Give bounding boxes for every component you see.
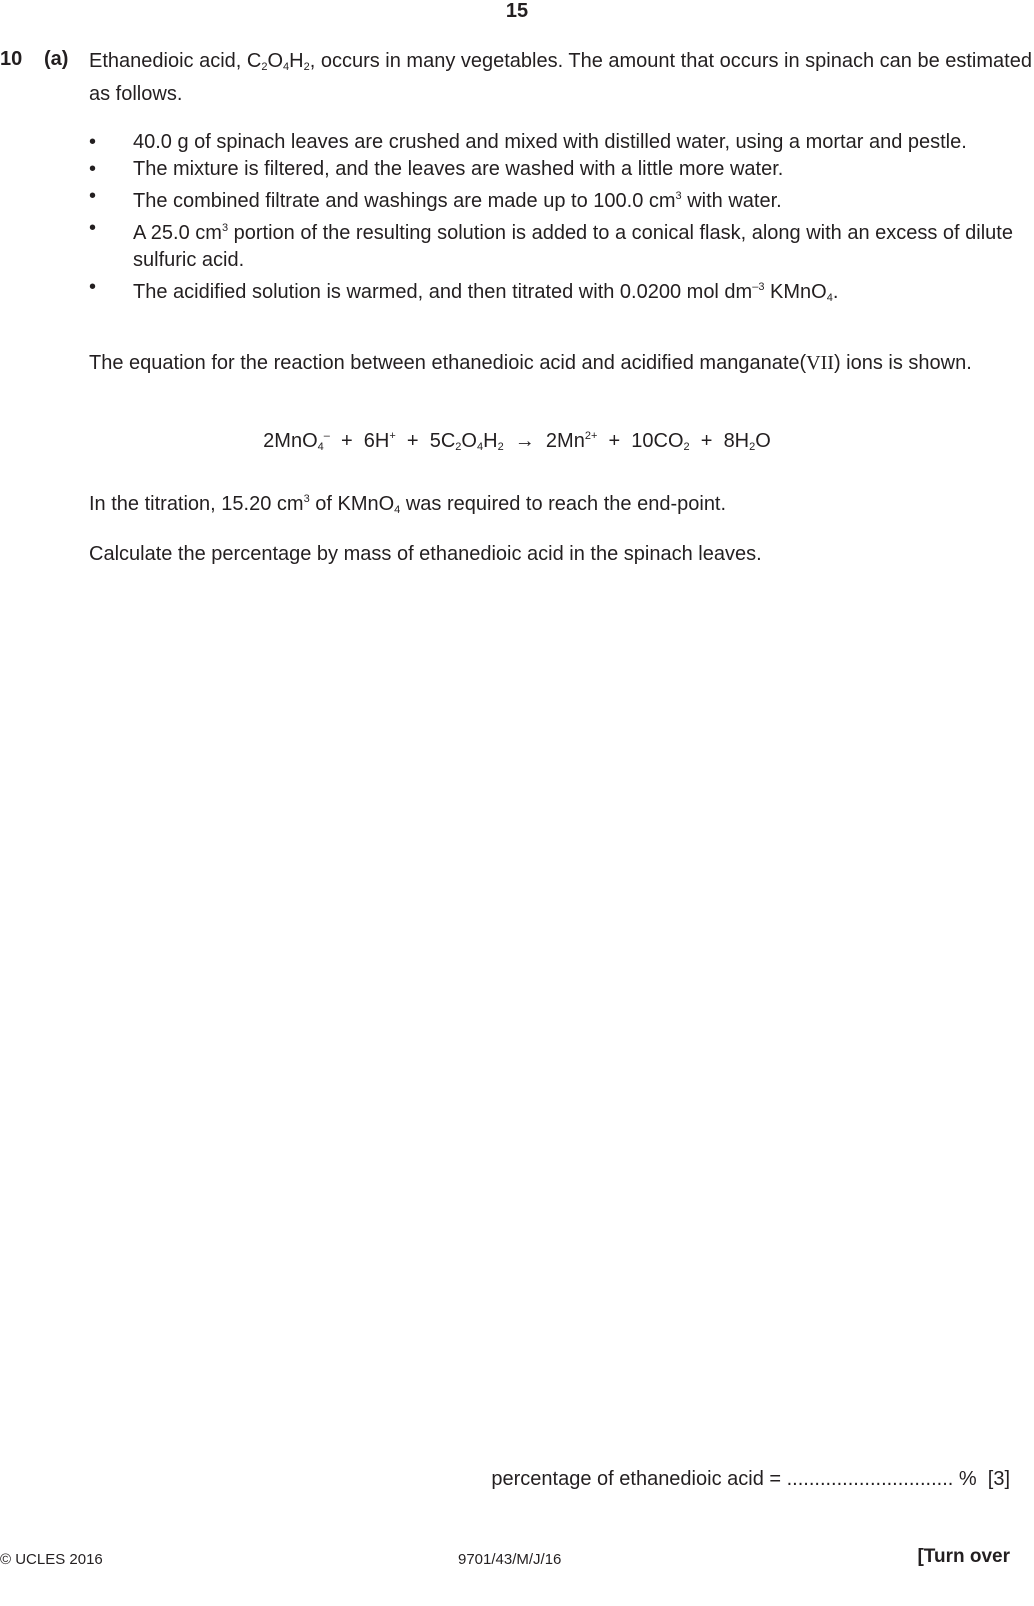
paper-code: 9701/43/M/J/16 <box>458 1551 562 1568</box>
list-item: • A 25.0 $cm^3$ portion of the resulting solution is added to a conical flask, along with an excess of dilute sulfuric acid. <box>89 217 1013 271</box>
titration-result: In the titration, 15.20 $cm^3$ of KMnO$_4$ was required to reach the end-point. <box>89 493 727 516</box>
bullet-icon: • <box>89 217 97 239</box>
bullet-icon: • <box>89 185 97 207</box>
turn-over: [Turn over <box>917 1546 1010 1567</box>
list-item: • The mixture is filtered, and the leaves are washed with a little more water. <box>89 156 1034 183</box>
question-intro: Ethanedioic acid, $C_2O_4H_2$, occurs in many vegetables. The amount that occurs in spinach can be estimated as follows. <box>89 50 1032 105</box>
page-number: 15 <box>505 0 529 22</box>
list-item: • 40.0 g of spinach leaves are crushed and mixed with distilled water, using a mortar and pestle. <box>89 129 1034 156</box>
bullet-icon: • <box>89 158 97 180</box>
equation-intro: The equation for the reaction between ethanedioic acid and acidified manganate(VII) ions is shown. <box>89 352 972 374</box>
bullet-icon: • <box>89 276 97 298</box>
copyright: © UCLES 2016 <box>0 1551 103 1568</box>
list-item: • The acidified solution is warmed, and then titrated with 0.0200 mol $dm^{-3}$ KMnO$_4$. <box>89 276 839 304</box>
bullet-icon: • <box>89 131 97 153</box>
reaction-equation: $2MnO_4^- + 6H^+ + 5C_2O_4H_2 \to 2Mn^{2+} + 10CO_2 + 8H_2O$ <box>263 430 771 453</box>
list-item: • The combined filtrate and washings are made up to 100.0 $cm^3$ with water. <box>89 185 782 212</box>
question-number: 10 <box>0 48 23 70</box>
question-part: (a) <box>44 48 69 70</box>
calculation-instruction: Calculate the percentage by mass of ethanedioic acid in the spinach leaves. <box>89 543 762 565</box>
procedure-list <box>89 129 1034 312</box>
answer-line[interactable]: percentage of ethanedioic acid = .............................. % [3] <box>491 1468 1010 1490</box>
